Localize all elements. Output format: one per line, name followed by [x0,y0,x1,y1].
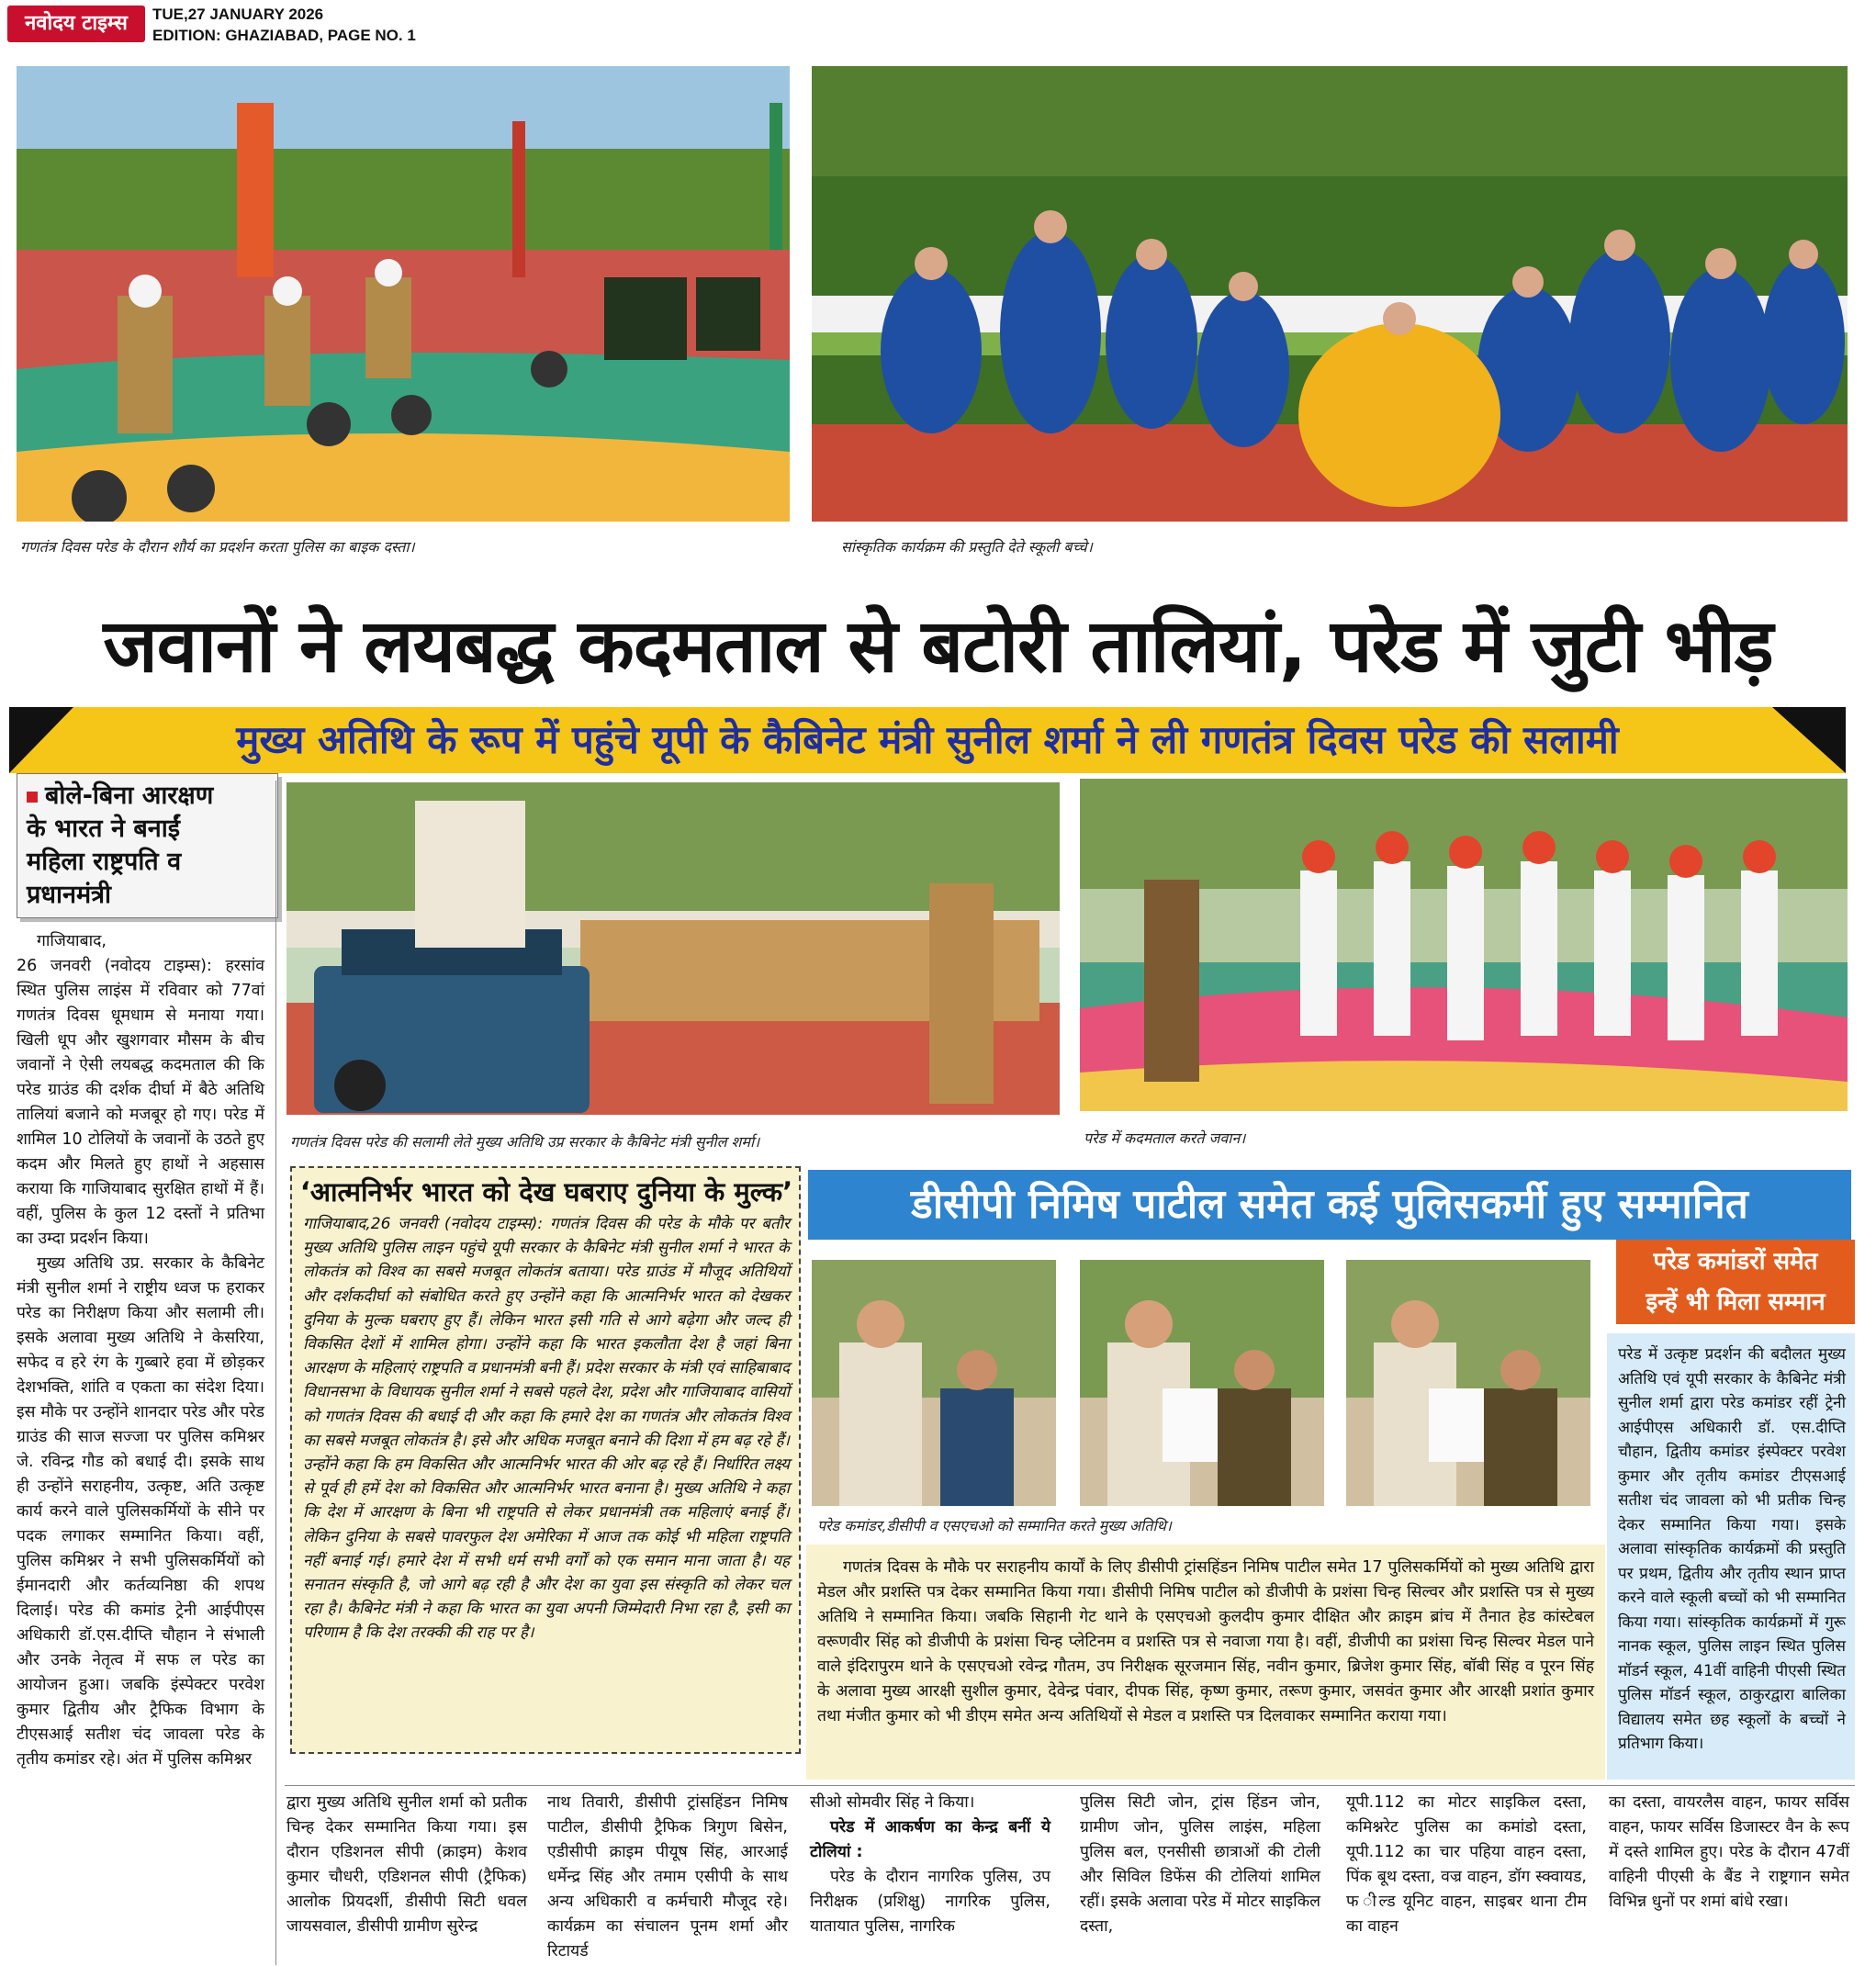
photo-cultural-program[interactable] [812,66,1848,522]
pull-quote-box [17,773,278,918]
photo-police-bike-squad[interactable] [17,66,790,522]
photo-chief-guest-salute[interactable] [286,782,1060,1115]
photo-caption-awards: परेड कमांडर,डीसीपी व एसएचओ को सम्मानित करते मुख्य अतिथि। [817,1517,1172,1534]
cultural-program-illustration [812,66,1848,522]
bottom-subhead: परेड में आकर्षण का केन्द्र बनीं ये टोलियां : [810,1818,1050,1861]
article-paragraph: मुख्य अतिथि उप्र. सरकार के कैबिनेट मंत्री सुनील शर्मा ने राष्ट्रीय ध्वज फ हराकर परेड का निरीक्षण किया और सलामी ली। इसके अलावा मुख्य अतिथि ने केसरिया, सफेद व हरे रंग के गुब्बारे हवा में छोड़कर देशभक्ति, शांति व एकता का संदेश दिया। इस मौके पर उन्होंने शानदार परेड और परेड ग्राउंड की साज सज्जा पर पुलिस कमिश्नर जे. रविन्द्र गौड को बधाई दी। इसके साथ ही उन्होंने सराहनीय, उत्कृष्ट, अति उत्कृष्ट कार्य करने वाले पुलिसकर्मियों के सीने पर पदक लगाकर सम्मानित किया। वहीं, पुलिस कमिश्नर ने सभी पुलिसकर्मियों को ईमानदारी और कर्तव्यनिष्ठा की शपथ दिलाई। परेड की कमांड ट्रेनी आईपीएस अधिकारी डॉ.एस.दीप्ति चौहान ने संभाली और उनके नेतृत्व में सफ ल परेड का आयोजन हुआ। जबकि इंस्पेक्टर परवेश कुमार द्वितीय और ट्रैफिक विभाग के टीएसआई सतीश चंद जावला परेड के तृतीय कमांडर रहे। अंत में पुलिस कमिश्नर [17,1254,264,1769]
pull-quote-text: प्रधानमंत्री [27,881,111,909]
article-paragraph: 26 जनवरी (नवोदय टाइम्स): हरसांव स्थित पुलिस लाइंस में रविवार को 77वां गणतंत्र दिवस धूमधाम से मनाया गया। खिली धूप और खुशगवार मौसम के बीच जवानों ने ऐसी लयबद्ध कदमताल की कि परेड ग्राउंड की दर्शक दीर्घा में बैठे अतिथि तालियां बजाने को मजबूर हो गए। परेड में शामिल 10 टोलियों के जवानों के उठते हुए कदम और मिलते हुए हाथों ने अहसास कराया कि गाजियाबाद सुरक्षित हाथों में हैं। वहीं, पुलिस के कुल 12 दस्तों ने प्रतिभा का उम्दा प्रदर्शन किया। [17,957,264,1248]
main-headline: जवानों ने लयबद्ध कदमताल से बटोरी तालियां, परेड में जुटी भीड़ [103,603,1773,689]
award-2-illustration [1080,1260,1324,1506]
photo-caption-cultural: सांस्कृतिक कार्यक्रम की प्रस्तुति देते स्कूली बच्चे। [841,538,1093,556]
quote-article-body: गाजियाबाद,26 जनवरी (नवोदय टाइम्स): गणतंत्र दिवस की परेड के मौके पर बतौर मुख्य अतिथि पुलिस लाइन पहुंचे यूपी सरकार के कैबिनेट मंत्री सुनील शर्मा ने भारत के लोकतंत्र को विश्व का सबसे मजबूत लोकतंत्र बताया। परेड ग्राउंड में मौजूद अतिथियों और दर्शकदीर्घा को संबोधित करते हुए उन्होंने कहा कि आत्मनिर्भर भारत को देखकर दुनिया के मुल्क घबराए हुए हैं। लेकिन भारत इसी गति से आगे बढ़ेगा और जल्द ही विकसित देशों में शामिल होगा। उन्होंने कहा कि भारत इकलौता देश है जहां बिना आरक्षण के महिलाएं राष्ट्रपति व प्रधानमंत्री बनी हैं। प्रदेश सरकार के मंत्री एवं साहिबाबाद विधानसभा के विधायक सुनील शर्मा ने सबसे पहले देश, प्रदेश और गाजियाबाद वासियों को गणतंत्र दिवस की बधाई दी और कहा कि हमारे देश का गणतंत्र और लोकतंत्र विश्व का सबसे मजबूत लोकतंत्र है। इसे और अधिक मजबूत बनाने की दिशा में हम बढ़ रहे हैं। उन्होंने कहा कि हम विकसित और आत्मनिर्भर भारत की ओर बढ़ रहे हैं। निर्धारित लक्ष्य से पूर्व ही हमें देश को विकसित और आत्मनिर्भर भारत बनाना है। मुख्य अतिथि ने कहा कि देश में आरक्षण के बिना भी राष्ट्रपति से लेकर प्रधानमंत्री तक महिलाएं बनाई हैं। लेकिन दुनिया के सबसे पावरफुल देश अमेरिका में आज तक कोई भी महिला राष्ट्रपति नहीं बनाई गई। हमारे देश में सभी धर्म सभी वर्गों को एक समान माना जाता है। यह सनातन संस्कृति है, जो आगे बढ़ रही है और देश का युवा इस संस्कृति को लेकर चल रहा है। कैबिनेट मंत्री ने कहा कि भारत का युवा अपनी जिम्मेदारी निभा रहा है, इसी का परिणाम है कि देश तरक्की की राह पर है। [303,1215,790,1643]
photo-caption-salute: गणतंत्र दिवस परेड की सलामी लेते मुख्य अतिथि उप्र सरकार के कैबिनेट मंत्री सुनील शर्मा। [290,1133,760,1151]
bottom-column: यूपी.112 का मोटर साइकिल दस्ता, कमिश्नरेट पुलिस का कमांडो दस्ता, यूपी.112 का चार पहिया वाहन दस्ता, पिंक बूथ दस्ता, वज्र वाहन, डॉग स्क्वायड, फ ील्ड यूनिट वाहन, साइबर थाना टीम का वाहन [1346,1793,1587,1936]
subheadline: मुख्य अतिथि के रूप में पहुंचे यूपी के कैबिनेट मंत्री सुनील शर्मा ने ली गणतंत्र दिवस परेड की सलामी [236,717,1619,762]
honour-box-title [1616,1241,1855,1322]
marching-illustration [1080,779,1848,1111]
award-list-text: गणतंत्र दिवस के मौके पर सराहनीय कार्यों के लिए डीसीपी ट्रांसहिंडन निमिष पाटील समेत 17 पुलिसकर्मियों को मुख्य अतिथि द्वारा मेडल और प्रशस्ति पत्र देकर सम्मानित किया गया। डीसीपी निमिष पाटील को डीजीपी के प्रशंसा चिन्ह सिल्वर और प्रशस्ति पत्र से मुख्य अतिथि ने सम्मानित किया। जबकि सिहानी गेट थाने के एसएचओ कुलदीप कुमार दीक्षित और क्राइम ब्रांच में तैनात हेड कांस्टेबल वरूणवीर सिंह को डीजीपी के प्रशंसा चिन्ह प्लेटिनम व प्रशस्ति पत्र से नवाजा गया है। वहीं, डीजीपी का प्रशंसा चिन्ह सिल्वर मेडल पाने वाले इंदिरापुरम थाने के एसएचओ रवेन्द्र गौतम, उप निरीक्षक सूरजमान सिंह, नवीन कुमार, ब्रिजेश कुमार सिंह, बॉबी सिंह व पूरन सिंह के अलावा मुख्य आरक्षी सुशील कुमार, देवेन्द्र पंवार, दीपक सिंह, कृष्ण कुमार, तरूण कुमार, जसवंत कुमार और आरक्षी प्रशांत कुमार तथा मंजीत कुमार को भी डीएम समेत अन्य अतिथियों से मेडल व प्रशस्ति पत्र दिलवाकर सम्मानित कराया गया। [817,1558,1594,1725]
photo-award-1[interactable] [812,1260,1056,1506]
dateline: गाजियाबाद, [37,932,107,950]
pull-quote-text: महिला राष्ट्रपति व [27,848,182,876]
column-divider [275,781,276,1965]
bottom-column [810,1791,1050,1939]
newspaper-logo: नवोदय टाइम्स [7,6,145,42]
pull-quote-text: के भारत ने बनाईं [27,814,180,843]
honour-box-line: परेड कमांडरों समेत [1653,1248,1818,1275]
award-3-illustration [1346,1260,1590,1506]
quote-article-heading: ‘आत्मनिर्भर भारत को देख घबराए दुनिया के मुल्क’ [299,1176,793,1208]
honour-box-text: परेड में उत्कृष्ट प्रदर्शन की बदौलत मुख्य अतिथि एवं यूपी सरकार के कैबिनेट मंत्री सुनील शर्मा द्वारा परेड कमांडर रहीं ट्रेनी आईपीएस अधिकारी डॉ. एस.दीप्ति चौहान, द्वितीय कमांडर इंस्पेक्टर परवेश कुमार और तृतीय कमांडर टीएसआई सतीश चंद जावला को भी प्रतीक चिन्ह देकर सम्मानित किया गया। इसके अलावा सांस्कृतिक कार्यक्रमों की प्रस्तुति पर प्रथम, द्वितीय और तृतीय स्थान प्राप्त करने वाले स्कूली बच्चों को भी सम्मानित किया गया। सांस्कृतिक कार्यक्रमों में गुरू नानक स्कूल, पुलिस लाइन स्थित पुलिस मॉडर्न स्कूल, 41वीं वाहिनी पीएसी स्थित पुलिस मॉडर्न स्कूल, ठाकुरद्वारा बालिका विद्यालय समेत छह स्कूलों के बच्चों ने प्रतिभाग किया। [1618,1345,1846,1753]
salute-illustration [286,782,1060,1115]
award-1-illustration [812,1260,1056,1506]
bottom-column: द्वारा मुख्य अतिथि सुनील शर्मा को प्रतीक चिन्ह देकर सम्मानित किया गया। इस दौरान एडिशनल सीपी (क्राइम) केशव कुमार चौधरी, एडिशनल सीपी (ट्रैफिक) आलोक प्रियदर्शी, डीसीपी सिटी धवल जायसवाल, डीसीपी ग्रामीण सुरेन्द्र [286,1793,527,1936]
bottom-rule [285,1785,1855,1786]
photo-marching-soldiers[interactable] [1080,779,1848,1111]
bottom-column: नाथ तिवारी, डीसीपी ट्रांसहिंडन निमिष पाटील, डीसीपी ट्रैफिक त्रिगुण बिसेन, एडीसीपी क्राइम पीयूष सिंह, आरआई धर्मेन्द्र सिंह और तमाम एसीपी के साथ अन्य अधिकारी व कर्मचारी मौजूद रहे। कार्यक्रम का संचालन पूनम शर्मा और रिटायर्ड [547,1793,788,1960]
photo-caption-marching: परेड में कदमताल करते जवान। [1084,1129,1246,1147]
bottom-column-body: परेड के दौरान नागरिक पुलिस, उप निरीक्षक (प्रशिक्षु) नागरिक पुलिस, यातायात पुलिस, नागरिक [810,1868,1050,1936]
bottom-column-line: सीओ सोमवीर सिंह ने किया। [810,1793,975,1812]
bottom-column: पुलिस सिटी जोन, ट्रांस हिंडन जोन, ग्रामीण जोन, पुलिस लाइंस, महिला पुलिस बल, एनसीसी छात्राओं की टोली और सिविल डिफेंस की टोलियां शामिल रहीं। इसके अलावा परेड में मोटर साइकिल दस्ता, [1080,1793,1320,1936]
left-article [17,929,264,1772]
pull-quote-line [27,780,268,813]
pull-quote-text: बोले-बिना आरक्षण [45,781,214,810]
photo-caption-bike-squad: गणतंत्र दिवस परेड के दौरान शौर्य का प्रदर्शन करता पुलिस का बाइक दस्ता। [20,538,415,556]
bullet-icon [27,792,38,803]
issue-date: TUE,27 JANUARY 2026 [152,6,324,23]
award-banner-title: डीसीपी निमिष पाटील समेत कई पुलिसकर्मी हुए सम्मानित [911,1181,1748,1228]
photo-award-3[interactable] [1346,1260,1590,1506]
bottom-column: का दस्ता, वायरलैस वाहन, फायर सर्विस वाहन, फायर सर्विस डिजास्टर वैन के रूप में दस्ते शामिल हुए। परेड के दौरान 47वीं वाहिनी पीएसी के बैंड ने राष्ट्रगान समेत विभिन्न धुनों पर शमां बांधे रखा। [1609,1793,1849,1911]
bike-squad-illustration [17,66,790,522]
edition-label: EDITION: GHAZIABAD, PAGE NO. 1 [152,27,416,44]
honour-box-line: इन्हें भी मिला सम्मान [1646,1288,1825,1316]
photo-award-2[interactable] [1080,1260,1324,1506]
